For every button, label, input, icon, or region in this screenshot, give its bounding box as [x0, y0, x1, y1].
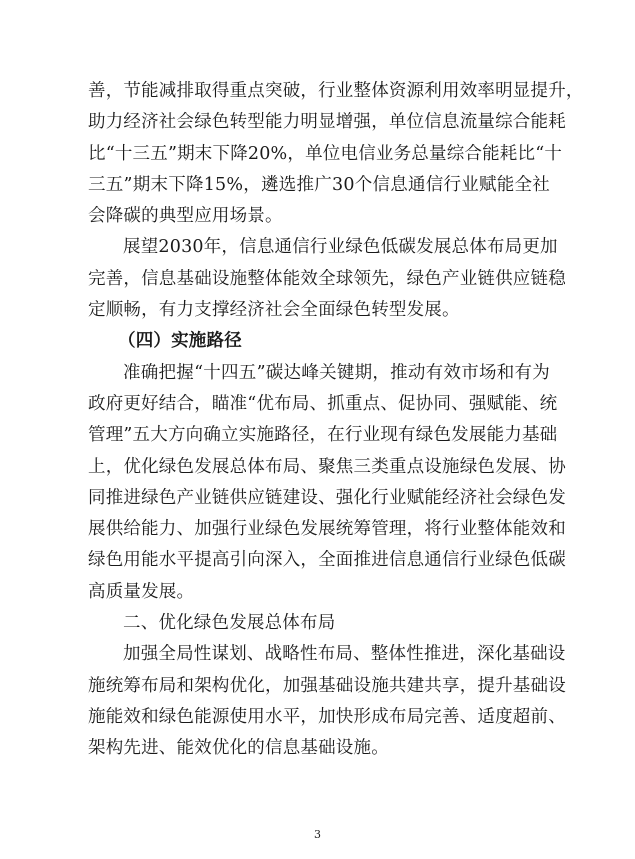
text-line: 加强全局性谋划、战略性布局、整体性推进，深化基础设: [123, 644, 566, 665]
text-line: 准确把握“十四五”碳达峰关键期，推动有效市场和有为: [123, 362, 550, 383]
section-heading-optimize-layout: 二、优化绿色发展总体布局: [123, 613, 336, 634]
paragraph-layout: [88, 639, 566, 764]
text-line: 定顺畅，有力支撑经济社会全面绿色转型发展。: [88, 300, 460, 321]
paragraph-targets: [88, 76, 584, 232]
text-line: 同推进绿色产业链供应链建设、强化行业赋能经济社会绿色发: [88, 487, 566, 508]
text-line: 三五”期末下降15%，遴选推广30个信息通信行业赋能全社: [88, 174, 550, 195]
section-heading-implementation-path: （四）实施路径: [118, 331, 242, 352]
text-line: 完善，信息基础设施整体能效全球领先，绿色产业链供应链稳: [88, 268, 566, 289]
text-line: 管理”五大方向确立实施路径，在行业现有绿色发展能力基础: [88, 425, 558, 446]
paragraph-implementation: [88, 358, 566, 608]
text-line: 绿色用能水平提高引向深入，全面推进信息通信行业绿色低碳: [88, 550, 566, 571]
text-line: 施统筹布局和架构优化，加强基础设施共建共享，提升基础设: [88, 675, 566, 696]
text-line: 架构先进、能效优化的信息基础设施。: [88, 738, 389, 759]
text-line: 会降碳的典型应用场景。: [88, 206, 283, 227]
text-line: 上，优化绿色发展总体布局、聚焦三类重点设施绿色发展、协: [88, 456, 566, 477]
text-line: 比“十三五”期末下降20%，单位电信业务总量综合能耗比“十: [88, 143, 563, 164]
text-line: 高质量发展。: [88, 581, 195, 602]
document-body: [88, 76, 584, 765]
text-line: 施能效和绿色能源使用水平，加快形成布局完善、适度超前、: [88, 706, 566, 727]
text-line: 善，节能减排取得重点突破，行业整体资源利用效率明显提升，: [88, 81, 584, 101]
paragraph-outlook: [88, 232, 566, 326]
text-line: 政府更好结合，瞄准“优布局、抓重点、促协同、强赋能、统: [88, 393, 558, 414]
page-number: 3: [314, 828, 321, 841]
text-line: 展供给能力、加强行业绿色发展统筹管理，将行业整体能效和: [88, 519, 566, 540]
text-line: 助力经济社会绿色转型能力明显增强，单位信息流量综合能耗: [88, 112, 566, 133]
text-line: 展望2030年，信息通信行业绿色低碳发展总体布局更加: [123, 237, 558, 258]
